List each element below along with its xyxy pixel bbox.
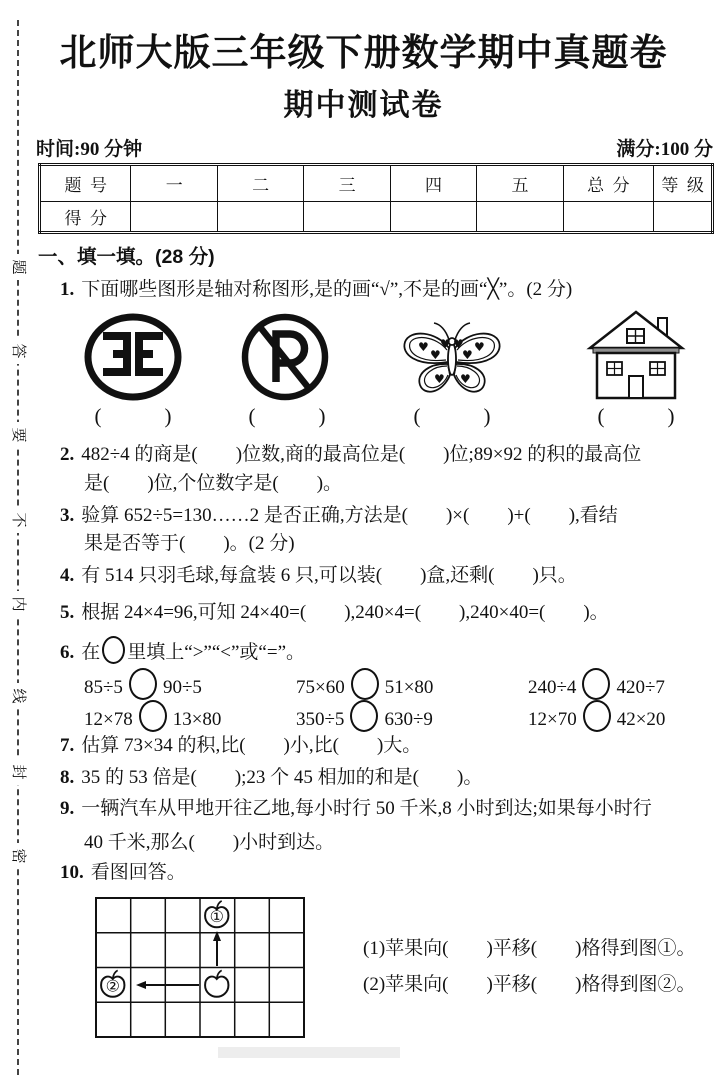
score-table-score-row (40, 202, 713, 233)
comparison-5: 350÷5 630÷9 (296, 700, 433, 732)
heart-spot: ♥ (418, 340, 429, 354)
score-empty-cell (654, 202, 713, 233)
question-6-number: 6. (60, 642, 75, 663)
score-header-cell: 题 号 (40, 165, 131, 202)
seal-dashed-line (17, 20, 19, 1075)
question-8-text: 35 的 53 倍是( );23 个 45 相加的和是( )。 (81, 767, 483, 788)
compare-circle-blank (139, 700, 167, 732)
question-7-number: 7. (60, 735, 75, 756)
apple-label: ② (105, 978, 120, 996)
question-6 (60, 636, 305, 666)
question-4-number: 4. (60, 565, 75, 586)
heart-spot: ♥ (453, 337, 464, 351)
house (582, 308, 690, 402)
seal-char: 不 (7, 507, 29, 533)
question-10-item-2: (2)苹果向( )平移( )格得到图②。 (363, 974, 696, 995)
score-empty-cell (390, 202, 476, 233)
question-3-line-2: 果是否等于( )。(2 分) (84, 533, 295, 554)
no-parking-sign (236, 312, 334, 402)
time-label: 时间:90 分钟 (36, 139, 143, 160)
question-5 (60, 600, 609, 626)
heart-spot: ♥ (434, 372, 445, 386)
score-empty-cell (563, 202, 653, 233)
up-arrow (213, 931, 221, 966)
comparison-1: 85÷5 90÷5 (84, 668, 202, 700)
question-10-text: 看图回答。 (90, 862, 186, 883)
compare-circle-blank (583, 700, 611, 732)
seal-char: 线 (7, 683, 29, 709)
heart-spot: ♥ (460, 372, 471, 386)
question-2-text: 482÷4 的商是( )位数,商的最高位是( )位;89×92 的积的最高位 (81, 444, 642, 465)
question-8 (60, 765, 482, 791)
question-2-number: 2. (60, 444, 75, 465)
score-header-cell: 四 (390, 165, 476, 202)
icbc-bank-logo (80, 312, 186, 402)
question-2-line-2: 是( )位,个位数字是( )。 (84, 473, 343, 494)
score-header-cell: 等 级 (654, 165, 713, 202)
paper-title: 北师大版三年级下册数学期中真题卷 (59, 32, 668, 73)
scan-shadow-artifact (218, 1047, 400, 1058)
seal-char: 题 (7, 254, 29, 280)
section-1-heading: 一、填一填。(28 分) (38, 246, 215, 268)
answer-paren: ( ) (597, 404, 675, 428)
butterfly (398, 315, 506, 400)
score-header-cell: 总 分 (563, 165, 653, 202)
question-7 (60, 733, 421, 759)
question-4 (60, 563, 577, 589)
comparison-6: 12×70 42×20 (528, 700, 665, 732)
score-header-cell: 三 (304, 165, 390, 202)
score-header-cell: 五 (477, 165, 563, 202)
answer-paren: ( ) (94, 404, 172, 428)
question-9-line-1 (60, 796, 652, 822)
question-2-line-1 (60, 442, 641, 468)
compare-circle-blank (129, 668, 157, 700)
compare-circle-blank (350, 700, 378, 732)
apple-figure-2 (101, 970, 124, 996)
comparison-2: 75×60 51×80 (296, 668, 433, 700)
compare-circle-blank (351, 668, 379, 700)
question-5-text: 根据 24×4=96,可知 24×40=( ),240×4=( ),240×40=( )。 (81, 602, 609, 623)
apple-label: ① (209, 908, 224, 926)
question-7-text: 估算 73×34 的积,比( )小,比( )大。 (81, 735, 422, 756)
question-3-number: 3. (60, 505, 75, 526)
score-table-header-row (40, 165, 713, 202)
seal-char: 封 (7, 759, 29, 785)
comparison-3: 240÷4 420÷7 (528, 668, 665, 700)
question-10-item-1: (1)苹果向( )平移( )格得到图①。 (363, 938, 696, 959)
heart-spot: ♥ (462, 348, 473, 362)
score-header-cell: 二 (217, 165, 303, 202)
apple-figure-1 (205, 901, 228, 927)
question-4-text: 有 514 只羽毛球,每盒装 6 只,可以装( )盒,还剩( )只。 (81, 565, 577, 586)
question-1-number: 1. (60, 279, 75, 300)
question-3-text: 验算 652÷5=130……2 是否正确,方法是( )×( )+( ),看结 (81, 505, 618, 526)
score-empty-cell (131, 202, 217, 233)
question-9-line-2: 40 千米,那么( )小时到达。 (84, 832, 335, 853)
question-1 (60, 277, 572, 303)
question-10-number: 10. (60, 862, 84, 883)
score-table (38, 163, 714, 234)
heart-spot: ♥ (440, 337, 451, 351)
score-header-cell: 一 (131, 165, 217, 202)
question-3-line-1 (60, 503, 618, 529)
score-empty-cell (304, 202, 390, 233)
paper-subtitle: 期中测试卷 (283, 89, 444, 122)
answer-paren: ( ) (413, 404, 491, 428)
compare-circle-blank (582, 668, 610, 700)
translation-grid-figure (95, 897, 309, 1042)
compare-circle-blank (102, 636, 125, 664)
comparison-4: 12×78 13×80 (84, 700, 221, 732)
question-1-text: 下面哪些图形是轴对称图形,是的画“√”,不是的画“╳”。(2 分) (81, 279, 573, 300)
question-10 (60, 860, 186, 886)
heart-spot: ♥ (430, 348, 441, 362)
score-empty-cell (217, 202, 303, 233)
question-9-text: 一辆汽车从甲地开往乙地,每小时行 50 千米,8 小时到达;如果每小时行 (81, 798, 652, 819)
apple-figure-original (205, 970, 228, 996)
full-marks-label: 满分:100 分 (616, 139, 713, 160)
question-6-prefix: 在 (81, 642, 101, 663)
seal-char: 要 (7, 422, 29, 448)
question-8-number: 8. (60, 767, 75, 788)
question-5-number: 5. (60, 602, 75, 623)
question-9-number: 9. (60, 798, 75, 819)
score-row-label: 得 分 (40, 202, 131, 233)
score-empty-cell (477, 202, 563, 233)
left-arrow (136, 981, 199, 989)
seal-char: 内 (7, 591, 29, 617)
answer-paren: ( ) (248, 404, 326, 428)
seal-char: 密 (7, 843, 29, 869)
seal-char: 答 (7, 338, 29, 364)
question-6-suffix: 里填上“>”“<”或“=”。 (127, 642, 306, 663)
heart-spot: ♥ (474, 340, 485, 354)
